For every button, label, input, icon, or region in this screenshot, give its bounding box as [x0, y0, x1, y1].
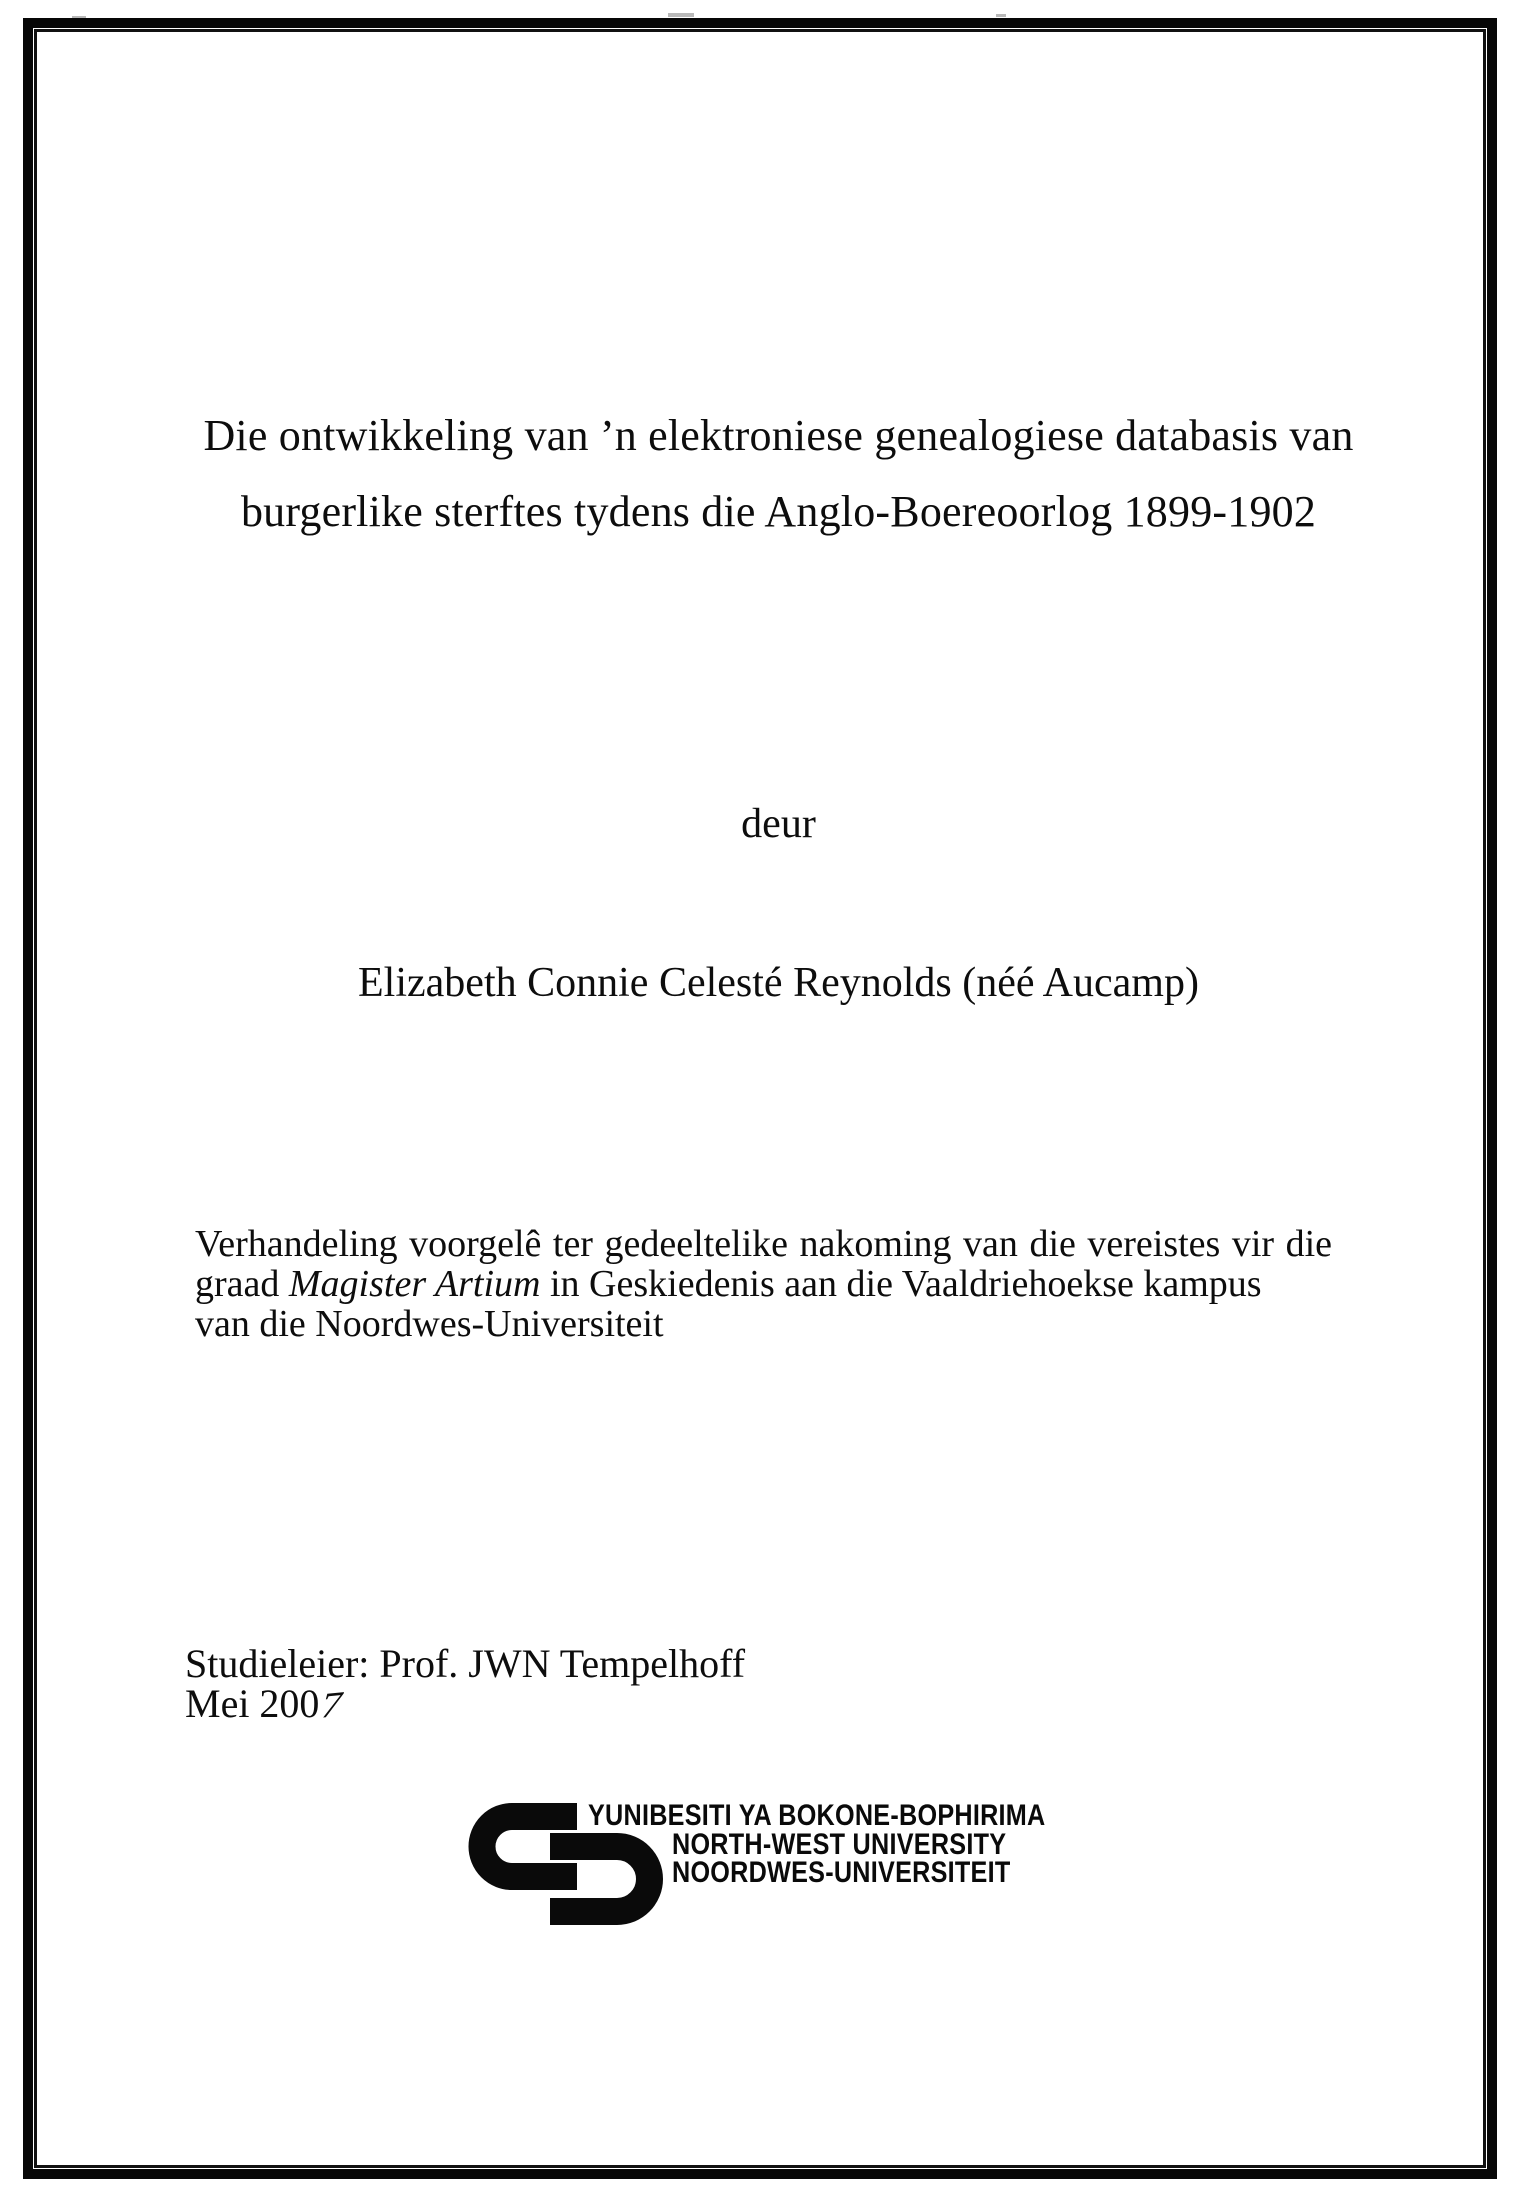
degree-name-italic: Magister Artium — [288, 1263, 541, 1305]
handwritten-seven: 7 — [316, 1682, 349, 1727]
declaration-line1: Verhandeling voorgelê ter gedeeltelike nakoming van die vereistes vir die — [195, 1223, 1332, 1265]
degree-declaration — [195, 1224, 1332, 1344]
author-name: Elizabeth Connie Celesté Reynolds (néé Aucamp) — [358, 960, 1199, 1006]
supervisor-block — [185, 1641, 746, 1727]
university-name-setswana: YUNIBESITI YA BOKONE-BOPHIRIMA — [588, 1799, 1046, 1832]
thesis-title — [60, 398, 1497, 550]
university-wordmark — [588, 1799, 1046, 1889]
date-line — [185, 1681, 745, 1727]
thesis-title-line2: burgerlike sterftes tydens die Anglo-Boereoorlog 1899-1902 — [240, 487, 1317, 536]
date-prefix: Mei 200 — [185, 1681, 320, 1726]
scan-artifact — [996, 14, 1006, 17]
declaration-line2-pre: graad — [195, 1263, 289, 1305]
thesis-title-line1: Die ontwikkeling van ’n elektroniese genealogiese databasis van — [203, 411, 1354, 460]
declaration-line2 — [195, 1264, 1332, 1304]
university-name-english: NORTH-WEST UNIVERSITY — [672, 1827, 1007, 1861]
declaration-line3: van die Noordwes-Universiteit — [195, 1303, 664, 1345]
supervisor-line: Studieleier: Prof. JWN Tempelhoff — [185, 1641, 746, 1686]
university-name-afrikaans: NOORDWES-UNIVERSITEIT — [672, 1856, 1011, 1889]
byline-label: deur — [741, 801, 816, 847]
declaration-line2-post: in Geskiedenis aan die Vaaldriehoekse kampus — [540, 1263, 1262, 1305]
scan-artifact — [668, 13, 694, 17]
